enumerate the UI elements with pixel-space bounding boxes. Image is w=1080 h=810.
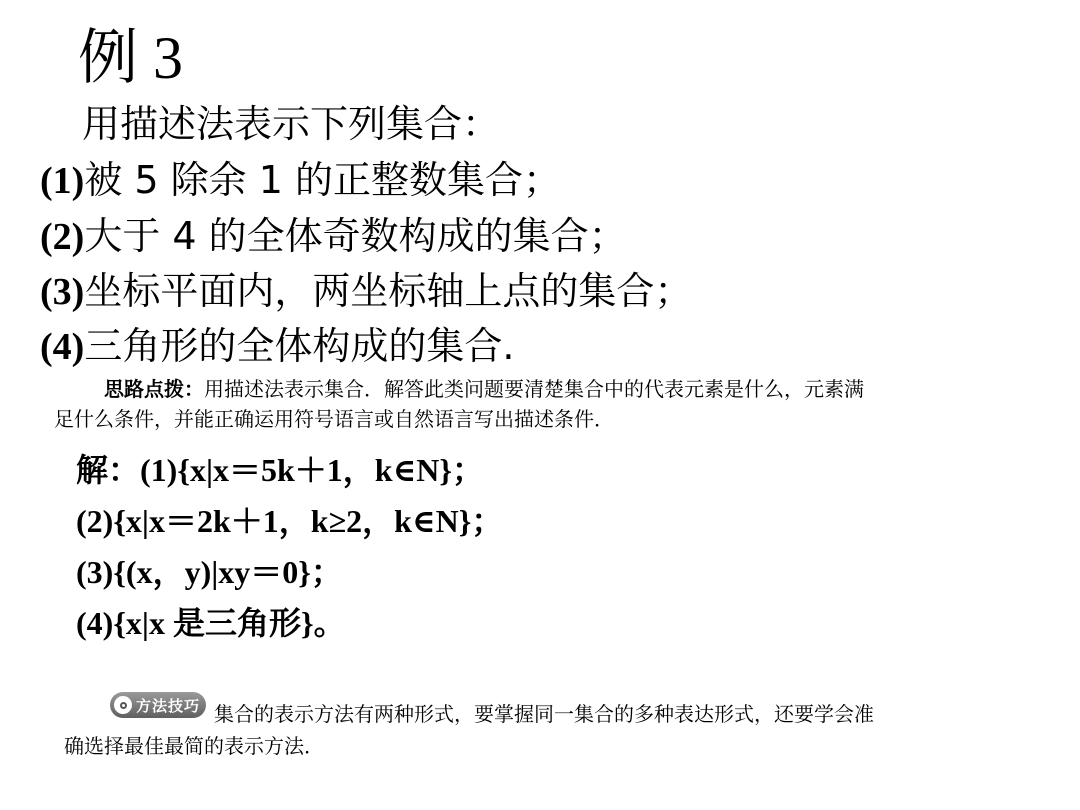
problem-intro: 用描述法表示下列集合： <box>82 102 501 146</box>
hint-line-1 <box>54 374 1014 404</box>
method-tip-line-1: 集合的表示方法有两种形式，要掌握同一集合的多种表达形式，还要学会准 <box>214 702 874 726</box>
method-tip-badge <box>110 692 206 718</box>
hint-label: 思路点拨： <box>104 377 204 401</box>
solution-label: 解： <box>76 451 141 489</box>
item-text: 大于 4 的全体奇数构成的集合； <box>84 214 627 258</box>
problem-item-4 <box>40 320 514 373</box>
solution-line-2: (2){x|x＝2k＋1，k≥2，k∈N}； <box>76 503 504 539</box>
item-text: 坐标平面内，两坐标轴上点的集合； <box>84 269 693 313</box>
solution-line-1 <box>76 446 484 494</box>
badge-circle-icon <box>114 696 132 714</box>
solution-line-4: (4){x|x 是三角形}。 <box>76 605 346 641</box>
item-number: (2) <box>40 216 85 258</box>
example-title: 例 3 <box>78 25 183 91</box>
item-text: 被 5 除余 1 的正整数集合； <box>84 158 561 202</box>
badge-label: 方法技巧 <box>136 696 201 715</box>
problem-item-2 <box>40 210 627 263</box>
problem-item-1 <box>40 154 561 207</box>
item-number: (1) <box>40 160 85 202</box>
item-number: (3) <box>40 271 85 313</box>
hint-text-1: 用描述法表示集合．解答此类问题要清楚集合中的代表元素是什么，元素满 <box>204 377 864 401</box>
method-tip-line-2: 确选择最佳最简的表示方法． <box>64 734 324 758</box>
problem-item-3 <box>40 265 692 318</box>
solution-line-3: (3){(x，y)|xy＝0}； <box>76 554 343 590</box>
hint-paragraph <box>54 374 1014 434</box>
item-number: (4) <box>40 326 85 368</box>
hint-line-2: 足什么条件，并能正确运用符号语言或自然语言写出描述条件． <box>54 407 614 431</box>
solution-text-1: (1){x|x＝5k＋1，k∈N}； <box>140 452 484 488</box>
item-text: 三角形的全体构成的集合. <box>84 324 515 368</box>
